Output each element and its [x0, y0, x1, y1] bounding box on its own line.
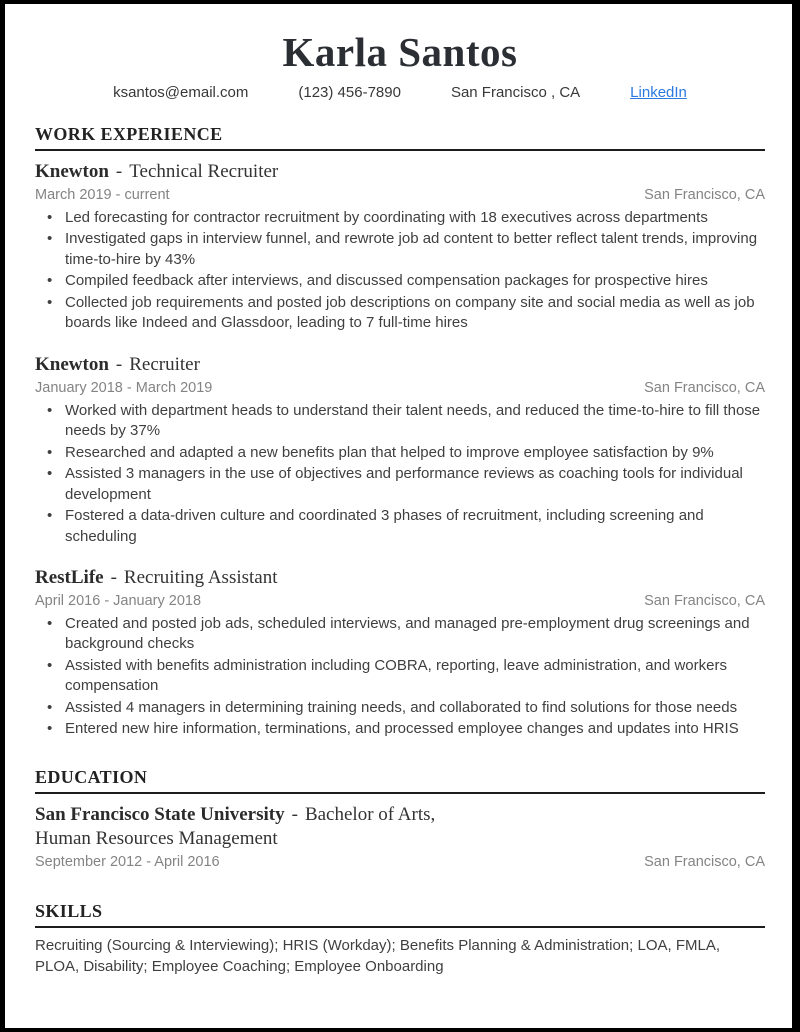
skills-text: Recruiting (Sourcing & Interviewing); HRIS (Workday); Benefits Planning & Administration; LOA, FMLA, PLOA, Disability; Employee Coaching; Employee Onboarding: [35, 937, 720, 975]
job-company: Knewton: [35, 161, 109, 183]
candidate-name: Karla Santos: [282, 29, 518, 75]
education-dates: September 2012 - April 2016: [35, 854, 220, 871]
job-separator: -: [115, 353, 123, 375]
section-divider: [35, 792, 765, 794]
bullet-item: • Worked with department heads to understand their talent needs, and reduced the time-to-hire to fill those needs by 37%: [35, 401, 765, 442]
job-entry: [35, 160, 765, 334]
work-section-title: WORK EXPERIENCE: [35, 124, 223, 145]
bullet-item: • Fostered a data-driven culture and coordinated 3 phases of recruitment, including screening and scheduling: [35, 506, 765, 547]
job-bullet-list: [35, 208, 765, 334]
education-separator: -: [291, 803, 298, 825]
bullet-item: • Assisted 4 managers in determining training needs, and collaborated to find solutions for those needs: [35, 698, 765, 719]
contact-row: [35, 84, 765, 101]
job-meta: [35, 380, 765, 396]
section-divider: [35, 149, 765, 151]
job-entry: [35, 566, 765, 740]
bullet-item: • Compiled feedback after interviews, and discussed compensation packages for prospective hires: [35, 271, 765, 292]
education-degree: Bachelor of Arts,: [304, 803, 436, 825]
bullet-item: • Collected job requirements and posted job descriptions on company site and social media as well as job boards like Indeed and Glassdoor, leading to 7 full-time hires: [35, 293, 765, 334]
job-meta: [35, 187, 765, 203]
bullet-item: • Led forecasting for contractor recruitment by coordinating with 18 executives across departments: [35, 208, 765, 229]
job-location: San Francisco, CA: [644, 186, 765, 203]
section-work-experience: [35, 124, 765, 740]
linkedin-link[interactable]: LinkedIn: [630, 84, 687, 102]
job-meta: [35, 593, 765, 609]
bullet-item: • Researched and adapted a new benefits plan that helped to improve employee satisfaction by 9%: [35, 443, 765, 464]
job-dates: January 2018 - March 2019: [35, 379, 213, 396]
job-heading: [35, 353, 765, 377]
job-role: Technical Recruiter: [129, 161, 279, 183]
job-role: Recruiting Assistant: [123, 567, 278, 589]
job-role: Recruiter: [129, 353, 200, 375]
job-separator: -: [115, 161, 123, 183]
contact-phone: (123) 456-7890: [298, 84, 401, 102]
job-company: RestLife: [35, 567, 104, 589]
job-bullet-list: [35, 614, 765, 740]
job-location: San Francisco, CA: [644, 379, 765, 396]
section-divider: [35, 926, 765, 928]
job-entry: [35, 353, 765, 547]
education-major: Human Resources Management: [35, 828, 278, 850]
job-dates: March 2019 - current: [35, 186, 170, 203]
job-heading: [35, 566, 765, 590]
job-company: Knewton: [35, 353, 109, 375]
bullet-item: • Entered new hire information, terminations, and processed employee changes and updates into HRIS: [35, 719, 765, 740]
section-education: [35, 767, 765, 871]
job-separator: -: [110, 567, 117, 589]
job-bullet-list: [35, 401, 765, 548]
job-dates: April 2016 - January 2018: [35, 592, 202, 609]
education-section-title: EDUCATION: [35, 766, 148, 787]
contact-email: ksantos@email.com: [113, 84, 249, 102]
education-heading: [35, 803, 765, 852]
job-location: San Francisco, CA: [644, 592, 765, 609]
skills-section-title: SKILLS: [35, 901, 103, 922]
job-heading: [35, 160, 765, 184]
bullet-item: • Created and posted job ads, scheduled interviews, and managed pre-employment drug screenings and background checks: [35, 614, 765, 655]
bullet-item: • Investigated gaps in interview funnel, and rewrote job ad content to better reflect talent trends, improving time-to-hire by 43%: [35, 229, 765, 270]
resume-header: [35, 30, 765, 101]
education-location: San Francisco, CA: [644, 854, 765, 871]
section-skills: [35, 901, 765, 977]
education-school: San Francisco State University: [35, 803, 285, 825]
bullet-item: • Assisted 3 managers in the use of objectives and performance reviews as coaching tools for individual development: [35, 464, 765, 505]
bullet-item: • Assisted with benefits administration including COBRA, reporting, leave administration, and workers compensation: [35, 656, 765, 697]
education-meta: [35, 854, 765, 870]
contact-location: San Francisco , CA: [450, 84, 581, 102]
